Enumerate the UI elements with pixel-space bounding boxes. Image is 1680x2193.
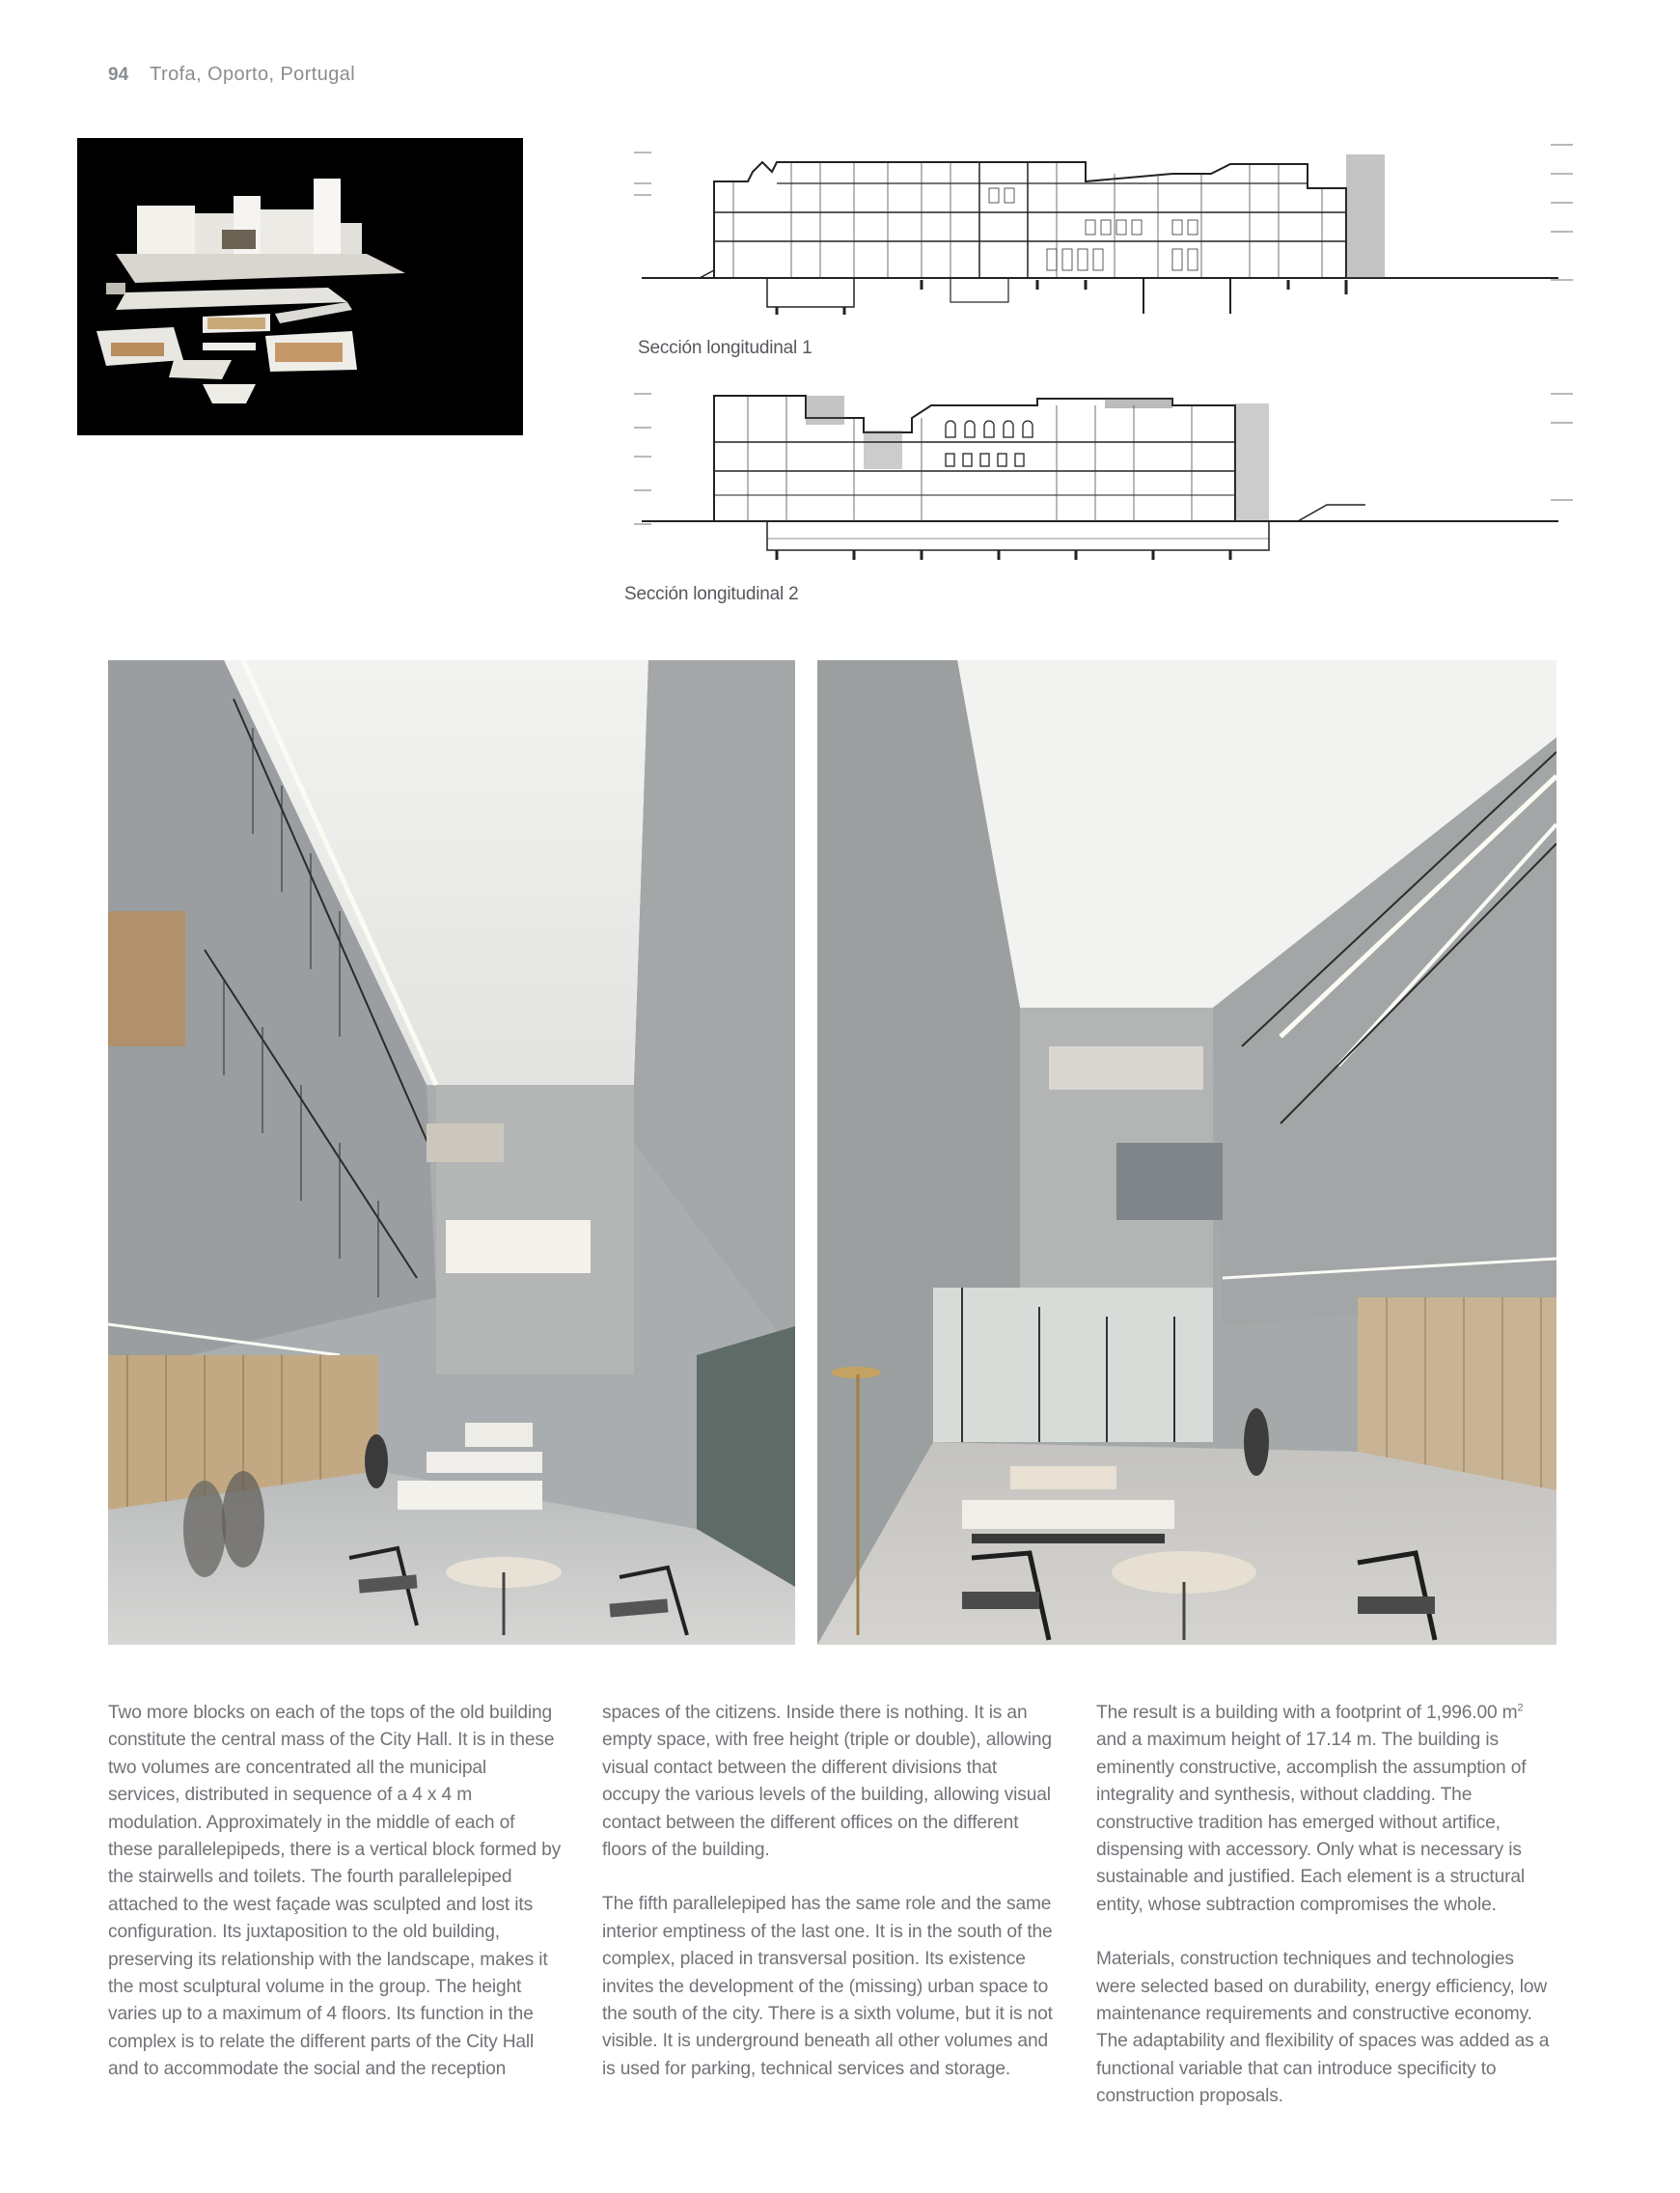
longitudinal-section-2-drawing — [632, 384, 1597, 577]
atrium-illustration-right — [817, 660, 1556, 1645]
section-1-caption: Sección longitudinal 1 — [638, 338, 812, 358]
col3-paragraph-1 — [1096, 1700, 1550, 1919]
atrium-photo-left — [108, 660, 795, 1645]
col3-paragraph-2: Materials, construction techniques and technologies were selected based on durability, energy efficiency, low maintenance requirements and constructive economy. The adaptability and flexibility of spaces was added as a functional variable that can introduce specificity to construction proposals. — [1096, 1949, 1550, 2107]
model-photo-illustration — [77, 138, 523, 435]
body-column-3 — [1096, 1700, 1550, 2138]
col2-paragraph-1: spaces of the citizens. Inside there is nothing. It is an empty space, with free height (triple or double), allowing visual contact between the different divisions that occupy the various levels of the building, allowing visual contact between the different offices on the different floors of the building. — [602, 1703, 1052, 1861]
page-header — [108, 64, 355, 93]
model-photo — [77, 138, 523, 435]
col3-paragraph-1-rest: and a maximum height of 17.14 m. The building is eminently constructive, accomplish the assumption of integrality and synthesis, without cladding. The constructive tradition has emerged without artifice, dispensing with accessory. Only what is necessary is sustainable and justified. Each element is a structural entity, whose subtraction compromises the whole. — [1096, 1730, 1527, 1915]
body-column-2 — [602, 1700, 1056, 2110]
longitudinal-section-1-drawing — [632, 135, 1597, 328]
col2-paragraph-2: The fifth parallelepiped has the same role and the same interior emptiness of the last one. It is in the south of the complex, placed in transversal position. Its existence invites the development of the (missing) urban space to the south of the city. There is a sixth volume, but it is not visible. It is underground beneath all other volumes and is used for parking, technical services and storage. — [602, 1894, 1053, 2079]
atrium-illustration-left — [108, 660, 795, 1645]
col3-paragraph-1-start: The result is a building with a footprint of 1,996.00 m — [1096, 1703, 1518, 1723]
superscript-2: 2 — [1517, 1702, 1524, 1714]
col1-paragraph-1: Two more blocks on each of the tops of the old building constitute the central mass of the City Hall. It is in these two volumes are concentrated all the municipal services, distributed in sequence of a 4 x 4 m modulation. Approximately in the middle of each of these parallelepipeds, there is a vertical block formed by the stairwells and toilets. The fourth parallelepiped attached to the west façade was sculpted and lost its configuration. Its juxtaposition to the old building, preserving its relationship with the landscape, makes it the most sculptural volume in the group. The height varies up to a maximum of 4 floors. Its function in the complex is to relate the different parts of the City Hall and to accommodate the social and the reception — [108, 1703, 562, 2080]
page-number: 94 — [108, 65, 129, 85]
section-2-caption: Sección longitudinal 2 — [624, 584, 799, 604]
atrium-photo-right — [817, 660, 1556, 1645]
body-column-1 — [108, 1700, 562, 2111]
running-head: Trofa, Oporto, Portugal — [150, 64, 356, 85]
